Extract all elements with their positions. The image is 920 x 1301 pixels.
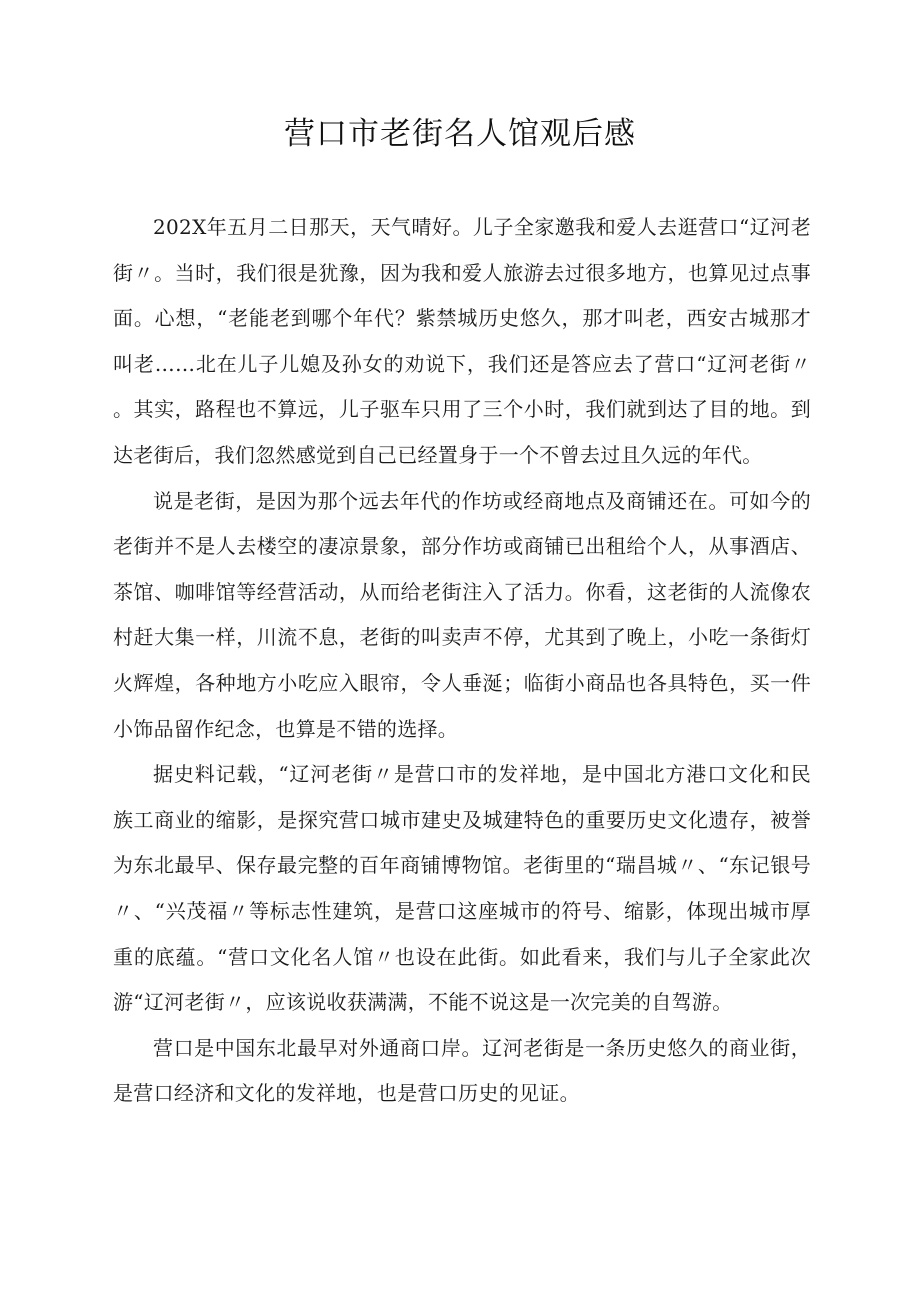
paragraph-1: 202X年五月二日那天，天气晴好。儿子全家邀我和爱人去逛营口“辽河老街〃。当时，我们很是犹豫，因为我和爱人旅游去过很多地方，也算见过点事面。心想，“老能老到哪个年代？紫禁城历史悠久，那才叫老，西安古城那才叫老……北在儿子儿媳及孙女的劝说下，我们还是答应去了营口“辽河老街〃。其实，路程也不算远，儿子驱车只用了三个小时，我们就到达了目的地。到达老街后，我们忽然感觉到自己已经置身于一个不曾去过且久远的年代。 xyxy=(113,215,811,467)
paragraph-2: 说是老街，是因为那个远去年代的作坊或经商地点及商铺还在。可如今的老街并不是人去楼空的凄凉景象，部分作坊或商铺已出租给个人，从事酒店、茶馆、咖啡馆等经营活动，从而给老街注入了活力。你看，这老街的人流像农村赶大集一样，川流不息，老街的叫卖声不停，尤其到了晚上，小吃一条街灯火辉煌，各种地方小吃应入眼帘，令人垂涎；临街小商品也各具特色，买一件小饰品留作纪念，也算是不错的选择。 xyxy=(113,488,811,741)
paragraph-3: 据史料记载，“辽河老街〃是营口市的发祥地，是中国北方港口文化和民族工商业的缩影，是探究营口城市建史及城建特色的重要历史文化遗存，被誉为东北最早、保存最完整的百年商铺博物馆。老街里的“瑞昌城〃、“东记银号〃、“兴茂福〃等标志性建筑，是营口这座城市的符号、缩影，体现出城市厚重的底蕴。“营口文化名人馆〃也设在此街。如此看来，我们与儿子全家此次游“辽河老街〃，应该说收获满满，不能不说这是一次完美的自驾游。 xyxy=(113,762,811,1015)
document-body xyxy=(113,205,811,1117)
paragraph-4: 营口是中国东北最早对外通商口岸。辽河老街是一条历史悠久的商业街，是营口经济和文化的发祥地，也是营口历史的见证。 xyxy=(113,1035,811,1106)
document-title: 营口市老街名人馆观后感 xyxy=(284,116,636,152)
